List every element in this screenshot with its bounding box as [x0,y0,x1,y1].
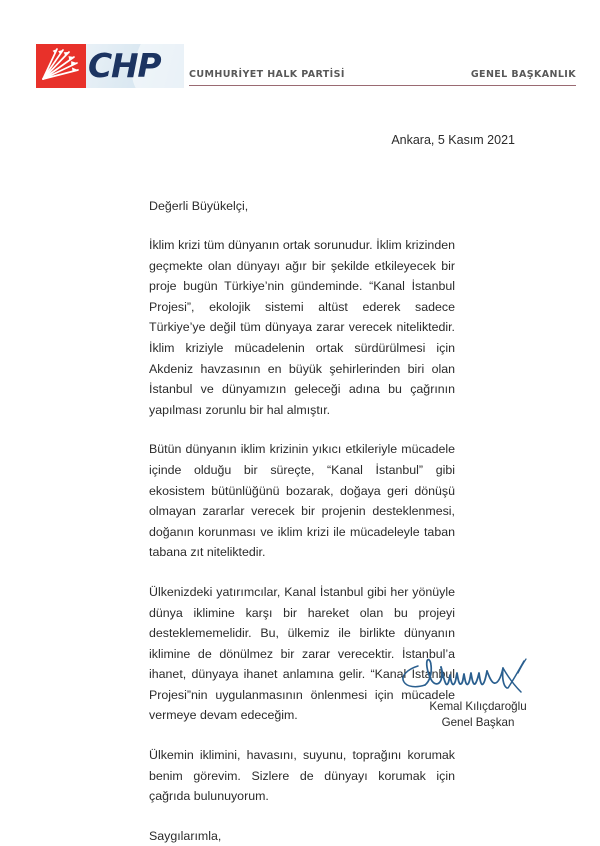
date-line: Ankara, 5 Kasım 2021 [391,133,515,147]
chp-wordmark-text: CHP [88,46,161,85]
signatory-title: Genel Başkan [441,715,515,729]
signatory-name: Kemal Kılıçdaroğlu [429,700,527,713]
letterhead-party-name: CUMHURİYET HALK PARTİSİ [189,69,345,80]
chp-wordmark [86,44,184,88]
closing-line: Saygılarımla, [149,828,222,843]
letterhead-divider [189,85,576,86]
letterhead-office-name: GENEL BAŞKANLIK [470,69,576,80]
chp-logo [36,44,184,88]
paragraph-1: İklim krizi tüm dünyanın ortak sorunudur. İklim krizinden geçmekte olan dünyayı ağır bir şekilde etkileyecek bir proje bugün Türkiye’nin gündeminde. “Kanal İstanbul Projesi”, ekolojik sistemi altüst ederek sadece Türkiye’ye değil tüm dünyaya zarar verecek niteliktedir. İklim kriziyle mücadelenin ortak sürdürülmesi için Akdeniz havzasının en büyük şehirlerinden biri olan İstanbul ve dünyamızın geleceği adına bu çağrının yapılması zorunlu bir hal almıştır. [149,238,455,417]
paragraph-4: Ülkemin iklimini, havasını, suyunu, toprağını korumak benim görevim. Sizlere de dünyayı korumak için çağrıda bulunuyorum. [149,748,455,804]
paragraph-2: Bütün dünyanın iklim krizinin yıkıcı etkileriyle mücadele içinde olduğu bir süreçte, “Kanal İstanbul” gibi ekosistem bütünlüğünü bozarak, doğaya geri dönüşü olmayan zararlar verecek bir projenin desteklenmesi, doğanın korunması ve iklim krizi ile mücadeleyle taban tabana zıt niteliktedir. [149,442,455,560]
paragraph-3: Ülkenizdeki yatırımcılar, Kanal İstanbul gibi her yönüyle dünya iklimine karşı bir hareket olan bu projeyi desteklememelidir. Bu, ülkemiz ile birlikte dünyanın iklimine de dönülmez bir zarar verecektir. İstanbul’a ihanet, dünyaya ihanet anlamına gelir. “Kanal İstanbul Projesi”nin uygulanmasının önlenmesi için mücadele vermeye devam edeceğim. [149,584,455,723]
letter-body [149,196,455,846]
letterhead [0,0,600,110]
chp-six-arrows-emblem [36,44,86,88]
handwritten-signature [394,655,568,699]
signature-block [388,655,568,730]
salutation: Değerli Büyükelçi, [149,199,249,213]
